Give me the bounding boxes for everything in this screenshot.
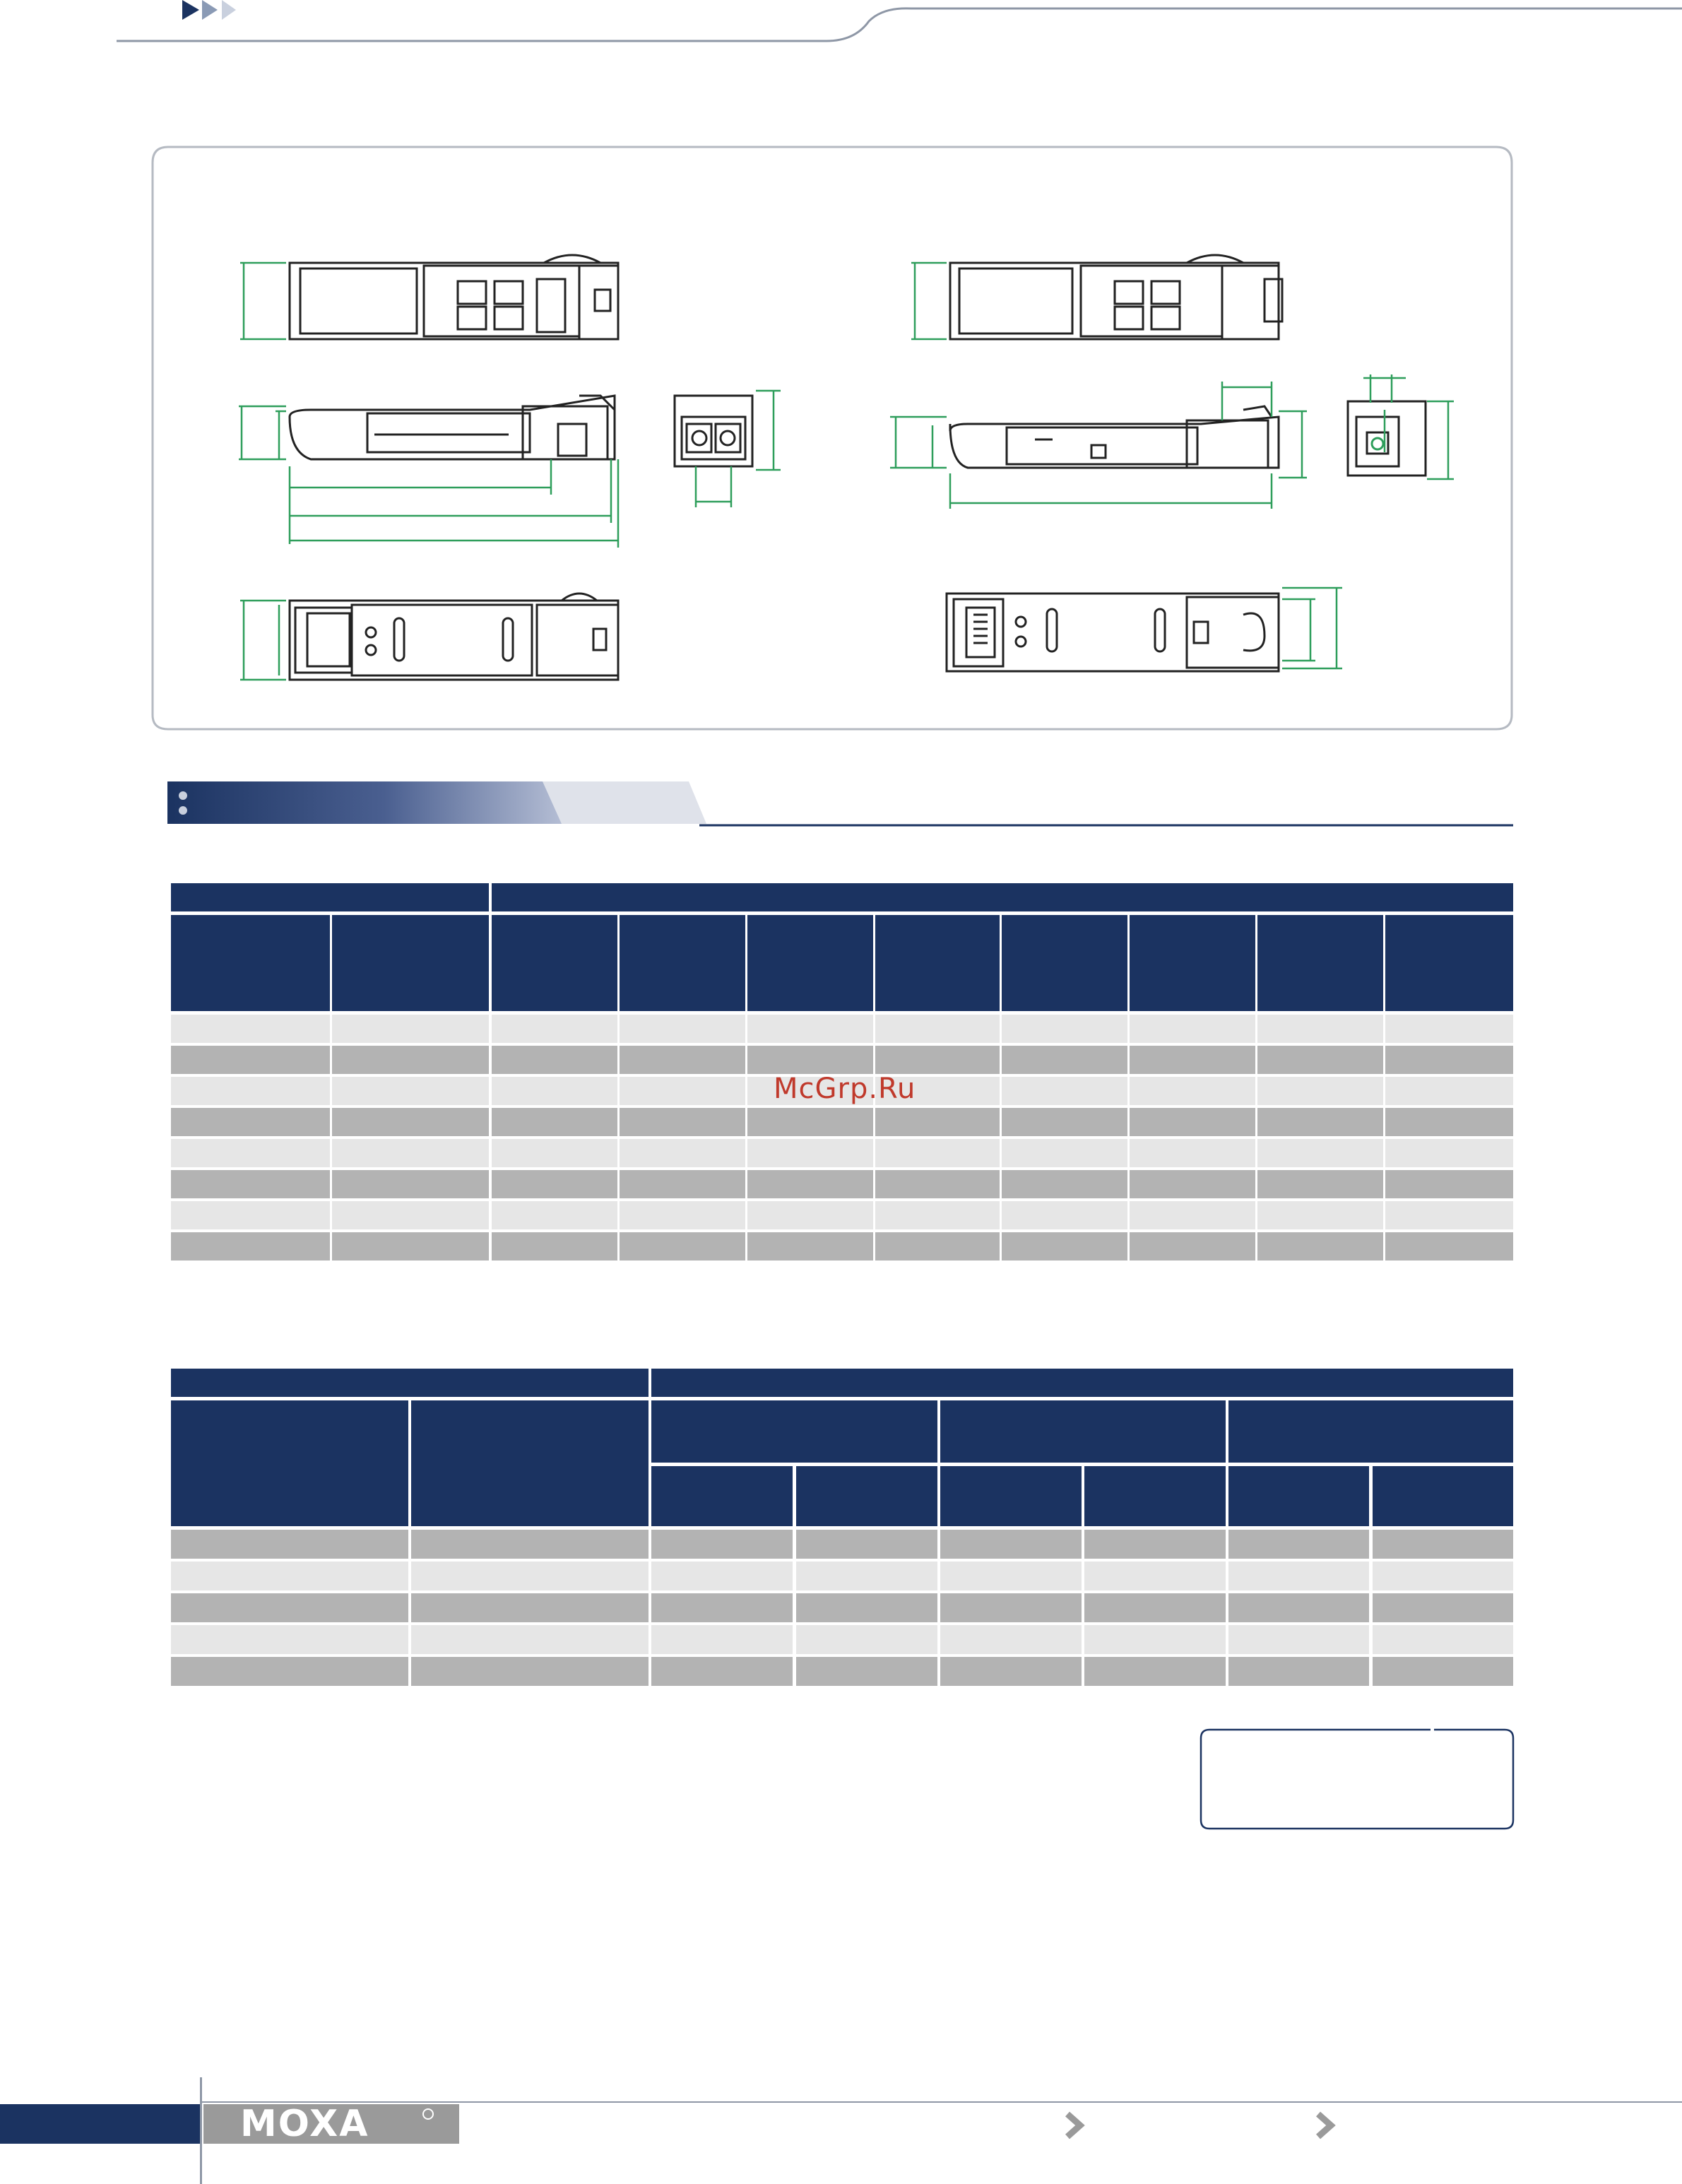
table1-cell — [171, 1139, 330, 1167]
table1-col-header — [747, 915, 873, 1011]
table1-col-header — [492, 915, 617, 1011]
table1-cell — [1002, 1077, 1127, 1105]
table2-cell — [940, 1593, 1082, 1622]
table1-cell — [1130, 1170, 1255, 1198]
table1-cell — [1130, 1139, 1255, 1167]
table2-group-subheader — [651, 1400, 937, 1463]
table2-cell — [411, 1657, 648, 1686]
table1-cell — [875, 1201, 1000, 1229]
table2-col-header — [651, 1466, 793, 1526]
table2-cell — [1084, 1562, 1226, 1590]
table1-cell — [1130, 1077, 1255, 1105]
table1-cell — [875, 1015, 1000, 1043]
table1-cell — [1257, 1108, 1383, 1136]
table1-cell — [492, 1201, 617, 1229]
table1-cell — [332, 1015, 489, 1043]
table1-cell — [620, 1077, 745, 1105]
table1-cell — [875, 1232, 1000, 1261]
table1-cell — [1257, 1232, 1383, 1261]
table1-cell — [171, 1108, 330, 1136]
table1-cell — [171, 1015, 330, 1043]
table2-cell — [796, 1625, 937, 1654]
table1-cell — [332, 1170, 489, 1198]
table1-cell — [492, 1108, 617, 1136]
table1-cell — [492, 1015, 617, 1043]
table1-cell — [747, 1108, 873, 1136]
table1-cell — [1385, 1232, 1513, 1261]
registered-mark — [422, 2108, 434, 2120]
table1-cell — [875, 1139, 1000, 1167]
table2-col-header — [796, 1466, 937, 1526]
table1-cell — [1002, 1108, 1127, 1136]
table2-group-subheader — [940, 1400, 1226, 1463]
table2-cell — [171, 1625, 408, 1654]
section-banner — [0, 777, 1682, 834]
table1-cell — [171, 1170, 330, 1198]
table2-cell — [1373, 1657, 1513, 1686]
table1-cell — [1002, 1170, 1127, 1198]
table2-cell — [796, 1562, 937, 1590]
table1-cell — [875, 1108, 1000, 1136]
table1-cell — [1385, 1046, 1513, 1074]
table2-cell — [1228, 1530, 1369, 1559]
table1-cell — [747, 1139, 873, 1167]
sfp-drawing-left-front — [675, 396, 752, 466]
sfp-drawing-right-bottom — [947, 594, 1279, 671]
table2-cell — [1373, 1562, 1513, 1590]
table1-cell — [1002, 1201, 1127, 1229]
table1-cell — [1385, 1077, 1513, 1105]
table2-cell — [1373, 1530, 1513, 1559]
table2-cell — [1084, 1657, 1226, 1686]
table1-cell — [1257, 1046, 1383, 1074]
table1-col-header — [1130, 915, 1255, 1011]
footer-divider — [200, 2077, 202, 2184]
table2-cell — [411, 1625, 648, 1654]
sfp-drawing-left-side — [290, 396, 615, 459]
table1-cell — [171, 1201, 330, 1229]
table1-cell — [1002, 1046, 1127, 1074]
table2-cell — [796, 1530, 937, 1559]
sfp-drawing-left-top — [290, 255, 618, 339]
table1-cell — [332, 1139, 489, 1167]
table1-col-header — [1257, 915, 1383, 1011]
table1-cell — [747, 1232, 873, 1261]
table1-cell — [492, 1232, 617, 1261]
table1-cell — [171, 1232, 330, 1261]
table1-cell — [1130, 1108, 1255, 1136]
table2-col-header — [1228, 1466, 1369, 1526]
table1-cell — [332, 1201, 489, 1229]
table1-cell — [1002, 1015, 1127, 1043]
table1-col-header — [332, 915, 489, 1011]
table1-col-header — [1385, 915, 1513, 1011]
table1-cell — [492, 1170, 617, 1198]
table1-cell — [492, 1046, 617, 1074]
table2-cell — [1373, 1593, 1513, 1622]
table1-cell — [747, 1015, 873, 1043]
table1-cell — [1385, 1108, 1513, 1136]
table1-cell — [620, 1232, 745, 1261]
footer-navy-block — [0, 2104, 200, 2144]
table1-cell — [747, 1170, 873, 1198]
table1-cell — [620, 1139, 745, 1167]
table2-cell — [171, 1562, 408, 1590]
table2-cell — [796, 1657, 937, 1686]
table2-cell — [940, 1562, 1082, 1590]
table2-cell — [171, 1593, 408, 1622]
table1-cell — [1385, 1170, 1513, 1198]
table2-col-header — [171, 1400, 408, 1526]
table1-cell — [1130, 1232, 1255, 1261]
table1-cell — [747, 1046, 873, 1074]
table2-cell — [1084, 1625, 1226, 1654]
table2-cell — [651, 1593, 793, 1622]
footer-rule — [202, 2101, 1682, 2103]
sfp-drawing-right-front — [1348, 401, 1426, 476]
table2-cell — [940, 1625, 1082, 1654]
table2-cell — [651, 1562, 793, 1590]
table2-cell — [1084, 1593, 1226, 1622]
table2-cell — [411, 1530, 648, 1559]
table2-cell — [1084, 1530, 1226, 1559]
table1-cell — [332, 1046, 489, 1074]
table1-cell — [747, 1201, 873, 1229]
table2-cell — [796, 1593, 937, 1622]
table2-cell — [1373, 1625, 1513, 1654]
table2-group-header-a — [171, 1369, 648, 1397]
table2-cell — [940, 1530, 1082, 1559]
table2-cell — [411, 1562, 648, 1590]
table1-cell — [620, 1046, 745, 1074]
table2-cell — [651, 1530, 793, 1559]
table2-cell — [651, 1625, 793, 1654]
table1-cell — [1002, 1139, 1127, 1167]
table2-cell — [1228, 1625, 1369, 1654]
table1-cell — [1385, 1015, 1513, 1043]
table1-cell — [332, 1108, 489, 1136]
table1-col-header — [171, 915, 330, 1011]
table1-col-header — [875, 915, 1000, 1011]
table2-group-subheader — [1228, 1400, 1513, 1463]
table2-col-header — [1373, 1466, 1513, 1526]
table2-cell — [1228, 1593, 1369, 1622]
table1-cell — [332, 1077, 489, 1105]
table2-col-header — [1084, 1466, 1226, 1526]
table1-group-header-a — [171, 883, 489, 911]
table2-group-header-b — [651, 1369, 1513, 1397]
watermark: McGrp.Ru — [774, 1073, 916, 1105]
table1-cell — [875, 1170, 1000, 1198]
table2-cell — [171, 1657, 408, 1686]
table2-cell — [1228, 1562, 1369, 1590]
table1-cell — [1257, 1077, 1383, 1105]
sfp-drawing-left-bottom — [290, 594, 618, 680]
drawings-panel — [0, 0, 1682, 749]
table1-col-header — [620, 915, 745, 1011]
footer-chevron-icon — [1063, 2111, 1091, 2139]
table1-col-header — [1002, 915, 1127, 1011]
table1-cell — [1257, 1201, 1383, 1229]
table1-group-header-b — [492, 883, 1513, 911]
table1-cell — [1385, 1201, 1513, 1229]
table2-cell — [411, 1593, 648, 1622]
table1-cell — [1130, 1046, 1255, 1074]
table1-cell — [1257, 1170, 1383, 1198]
sfp-drawing-right-top — [950, 255, 1282, 339]
footer-chevron-icon — [1314, 2111, 1342, 2139]
table1-cell — [620, 1108, 745, 1136]
moxa-logo: MOXA — [240, 2103, 369, 2145]
table1-cell — [1130, 1201, 1255, 1229]
table1-cell — [1002, 1232, 1127, 1261]
sfp-drawing-right-side — [950, 406, 1279, 468]
table1-cell — [1130, 1015, 1255, 1043]
table1-cell — [620, 1201, 745, 1229]
table1-cell — [1385, 1139, 1513, 1167]
table2-cell — [940, 1657, 1082, 1686]
table2-cell — [171, 1530, 408, 1559]
table1-cell — [492, 1077, 617, 1105]
table1-cell — [620, 1170, 745, 1198]
table1-cell — [332, 1232, 489, 1261]
table1-cell — [620, 1015, 745, 1043]
table1-cell — [492, 1139, 617, 1167]
table1-cell — [171, 1077, 330, 1105]
table2-col-header — [411, 1400, 648, 1526]
table1-cell — [875, 1046, 1000, 1074]
note-box — [0, 1717, 1682, 1858]
table1-cell — [171, 1046, 330, 1074]
table2-cell — [651, 1657, 793, 1686]
table2-col-header — [940, 1466, 1082, 1526]
table2-cell — [1228, 1657, 1369, 1686]
table1-cell — [1257, 1015, 1383, 1043]
table1-cell — [1257, 1139, 1383, 1167]
